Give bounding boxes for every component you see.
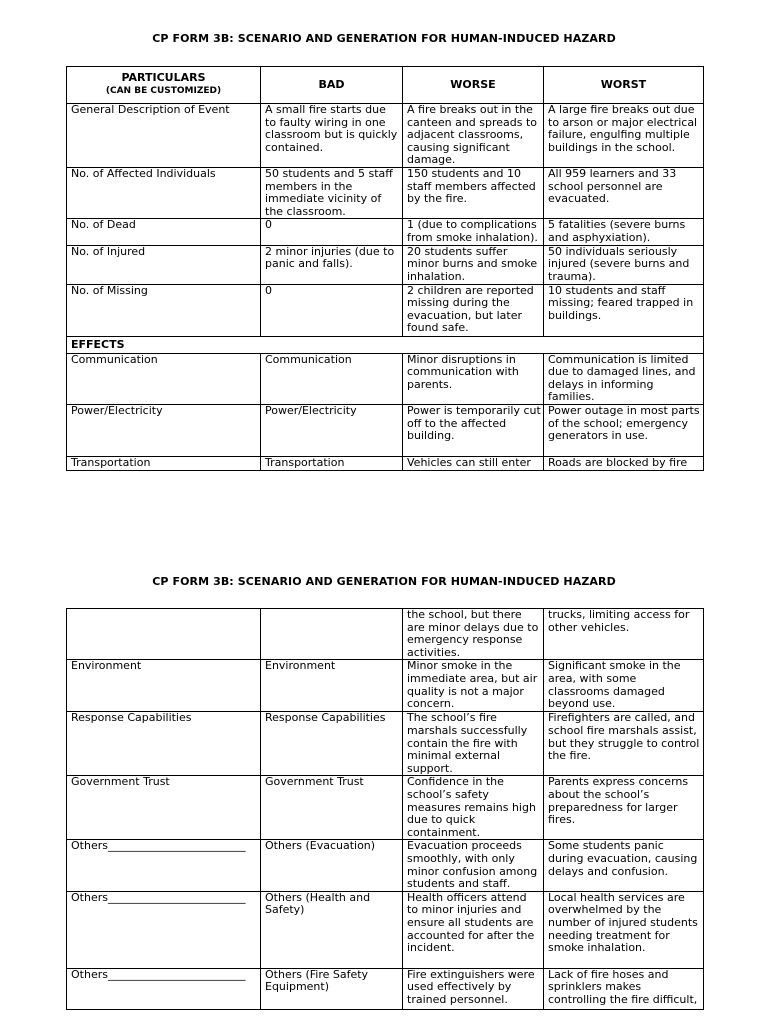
header-particulars-label: PARTICULARS (121, 71, 206, 85)
worse-cell: Confidence in the school’s safety measures remains high due to quick containment. (403, 776, 544, 840)
table-row (67, 404, 704, 456)
bad-cell: Others (Health and Safety) (261, 891, 403, 968)
effects-section-row (67, 336, 704, 353)
worst-cell: Roads are blocked by fire (544, 456, 704, 470)
worst-cell: 50 individuals seriously injured (severe burns and trauma). (544, 245, 704, 284)
bad-cell: Government Trust (261, 776, 403, 840)
bad-cell: 50 students and 5 staff members in the immediate vicinity of the classroom. (261, 168, 403, 219)
worse-cell: Power is temporarily cut off to the affected building. (403, 404, 544, 456)
worse-cell: Health officers attend to minor injuries and ensure all students are accounted for after the incident. (403, 891, 544, 968)
table-row (67, 609, 704, 660)
worse-cell: 2 children are reported missing during the evacuation, but later found safe. (403, 284, 544, 336)
worse-cell: Fire extinguishers were used effectively by trained personnel. (403, 968, 544, 1009)
worse-cell: The school’s fire marshals successfully contain the fire with minimal external support. (403, 712, 544, 776)
page-title: CP FORM 3B: SCENARIO AND GENERATION FOR HUMAN-INDUCED HAZARD (152, 32, 616, 45)
worse-cell: Minor smoke in the immediate area, but air quality is not a major concern. (403, 660, 544, 712)
table-row (67, 456, 704, 470)
table-row (67, 104, 704, 168)
particular-cell: No. of Missing (67, 284, 261, 336)
header-particulars-sub: (CAN BE CUSTOMIZED) (105, 86, 222, 96)
scenario-table-continued (66, 608, 704, 1010)
worst-cell: Lack of fire hoses and sprinklers makes controlling the fire difficult, (544, 968, 704, 1009)
worse-cell: Evacuation proceeds smoothly, with only minor confusion among students and staff. (403, 840, 544, 891)
bad-cell: Environment (261, 660, 403, 712)
bad-cell: 0 (261, 219, 403, 245)
table-row (67, 353, 704, 404)
worst-cell: trucks, limiting access for other vehicles. (544, 609, 704, 660)
table-row (67, 245, 704, 284)
header-bad: BAD (261, 67, 403, 104)
particular-cell: Government Trust (67, 776, 261, 840)
worst-cell: 10 students and staff missing; feared trapped in buildings. (544, 284, 704, 336)
worst-cell: Parents express concerns about the school’s preparedness for larger fires. (544, 776, 704, 840)
worse-cell: Vehicles can still enter (403, 456, 544, 470)
worst-cell: Power outage in most parts of the school; emergency generators in use. (544, 404, 704, 456)
worse-cell: 1 (due to complications from smoke inhalation). (403, 219, 544, 245)
bad-cell: Others (Evacuation) (261, 840, 403, 891)
particular-cell: No. of Affected Individuals (67, 168, 261, 219)
worst-cell: A large fire breaks out due to arson or major electrical failure, engulfing multiple buildings in the school. (544, 104, 704, 168)
header-worst: WORST (544, 67, 704, 104)
bad-cell (261, 609, 403, 660)
table-row (67, 891, 704, 968)
table-row (67, 712, 704, 776)
particular-cell: General Description of Event (67, 104, 261, 168)
particular-cell: Others_________________________ (67, 968, 261, 1009)
worst-cell: Communication is limited due to damaged lines, and delays in informing families. (544, 353, 704, 404)
bad-cell: Others (Fire Safety Equipment) (261, 968, 403, 1009)
particular-cell (67, 609, 261, 660)
table-header-row (67, 67, 704, 104)
bad-cell: Communication (261, 353, 403, 404)
bad-cell: Transportation (261, 456, 403, 470)
particular-cell: Response Capabilities (67, 712, 261, 776)
particular-cell: No. of Dead (67, 219, 261, 245)
worse-cell: the school, but there are minor delays due to emergency response activities. (403, 609, 544, 660)
particular-cell: Communication (67, 353, 261, 404)
table-row (67, 840, 704, 891)
header-worse: WORSE (403, 67, 544, 104)
particular-cell: Transportation (67, 456, 261, 470)
particular-cell: No. of Injured (67, 245, 261, 284)
page-title: CP FORM 3B: SCENARIO AND GENERATION FOR HUMAN-INDUCED HAZARD (152, 575, 616, 588)
worst-cell: 5 fatalities (severe burns and asphyxiation). (544, 219, 704, 245)
table-row (67, 968, 704, 1009)
worse-cell: 150 students and 10 staff members affected by the fire. (403, 168, 544, 219)
worse-cell: A fire breaks out in the canteen and spreads to adjacent classrooms, causing significant damage. (403, 104, 544, 168)
particular-cell: Power/Electricity (67, 404, 261, 456)
worst-cell: All 959 learners and 33 school personnel are evacuated. (544, 168, 704, 219)
bad-cell: 0 (261, 284, 403, 336)
worst-cell: Local health services are overwhelmed by the number of injured students needing treatment for smoke inhalation. (544, 891, 704, 968)
particular-cell: Others_________________________ (67, 891, 261, 968)
worse-cell: 20 students suffer minor burns and smoke inhalation. (403, 245, 544, 284)
bad-cell: 2 minor injuries (due to panic and falls). (261, 245, 403, 284)
worst-cell: Firefighters are called, and school fire marshals assist, but they struggle to control the fire. (544, 712, 704, 776)
particular-cell: Environment (67, 660, 261, 712)
bad-cell: Power/Electricity (261, 404, 403, 456)
table-row (67, 776, 704, 840)
table-row (67, 660, 704, 712)
worst-cell: Some students panic during evacuation, causing delays and confusion. (544, 840, 704, 891)
scenario-table (66, 66, 704, 471)
table-row (67, 284, 704, 336)
header-particulars (67, 67, 261, 104)
worst-cell: Significant smoke in the area, with some classrooms damaged beyond use. (544, 660, 704, 712)
bad-cell: Response Capabilities (261, 712, 403, 776)
effects-label: EFFECTS (67, 336, 704, 353)
bad-cell: A small fire starts due to faulty wiring in one classroom but is quickly contained. (261, 104, 403, 168)
worse-cell: Minor disruptions in communication with parents. (403, 353, 544, 404)
table-row (67, 219, 704, 245)
table-row (67, 168, 704, 219)
particular-cell: Others_________________________ (67, 840, 261, 891)
